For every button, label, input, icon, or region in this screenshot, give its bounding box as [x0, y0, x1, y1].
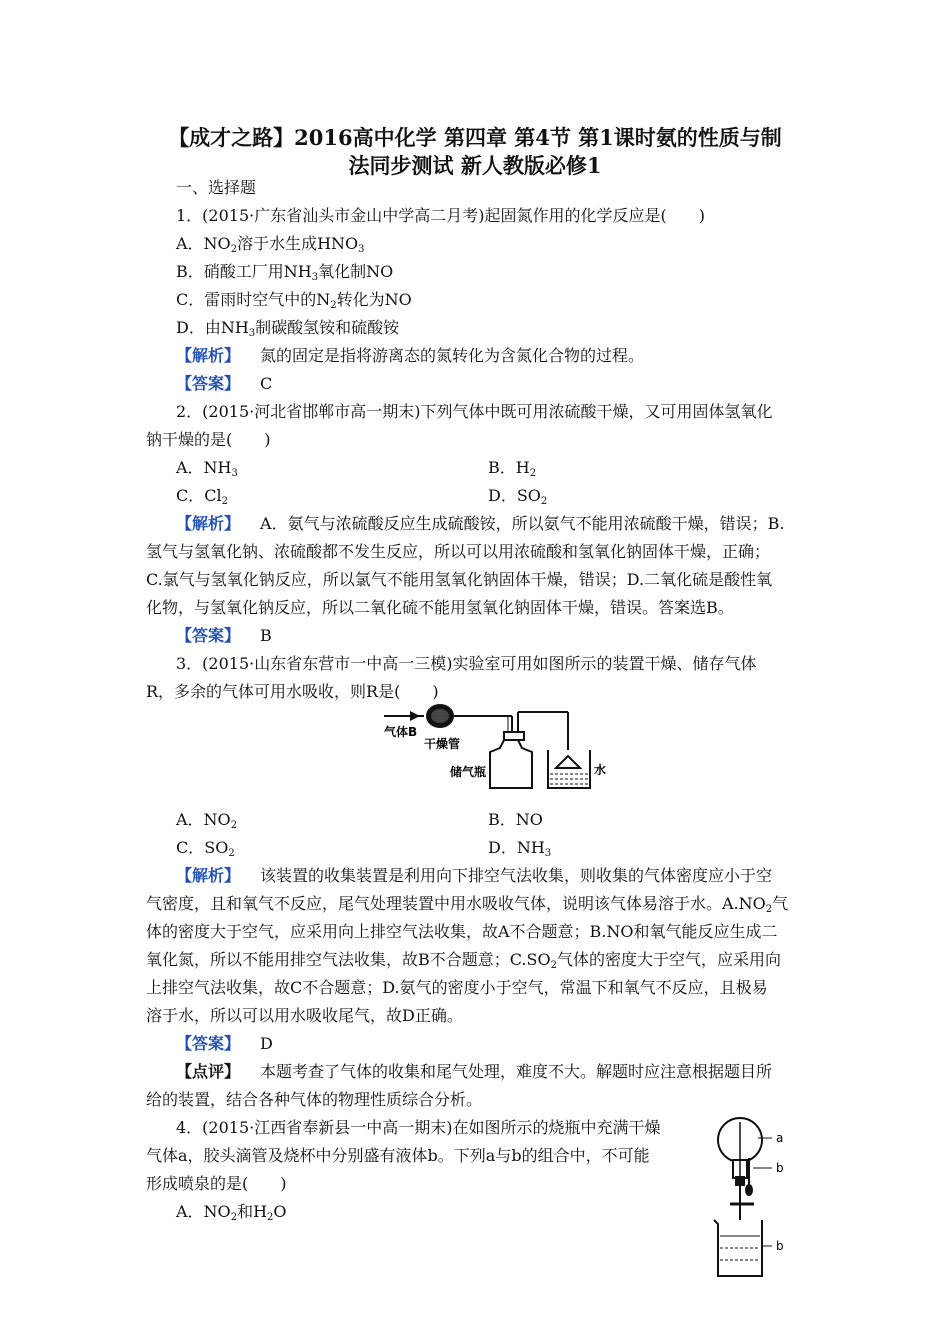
label-gas: 气体B: [384, 725, 418, 739]
q3-stem-1: 3．(2015·山东省东营市一中高一三模)实验室可用如图所示的装置干燥、储存气体: [176, 654, 757, 673]
q4-option-a: A．$NO_2$和$H_2O$: [176, 1202, 287, 1223]
q2-stem-1: 2．(2015·河北省邯郸市高一期末)下列气体中既可用浓硫酸干燥，又可用固体氢氧化: [176, 402, 773, 421]
section-heading: 一、选择题: [176, 178, 257, 197]
q2-analysis-4: 化物，与氢氧化钠反应，所以二氧化硫不能用氢氧化钠固体干燥，错误。答案选B。: [146, 598, 734, 617]
analysis-tag: 【解析】: [176, 514, 241, 533]
fountain-apparatus-figure: [700, 1108, 800, 1280]
arrow-icon: [410, 711, 420, 721]
q3-analysis-2: 气密度，且和氧气不反应，尾气处理装置中用水吸收气体，说明该气体易溶于水。$A.NO_2$气: [146, 894, 789, 915]
q2-option-b: B．$H_2$: [488, 458, 537, 479]
comment-tag: 【点评】: [176, 1062, 241, 1081]
q2-stem-2: 钠干燥的是( ): [146, 430, 271, 449]
q4-stem-1: 4．(2015·江西省奉新县一中高一期末)在如图所示的烧瓶中充满干燥: [176, 1118, 661, 1137]
label-b-dropper: b: [776, 1161, 784, 1175]
label-water: 水: [594, 763, 607, 777]
q2-analysis-2: 氢气与氢氧化钠、浓硫酸都不发生反应，所以可以用浓硫酸和氢氧化钠固体干燥，正确；: [146, 542, 771, 561]
q3-comment-2: 给的装置，结合各种气体的物理性质综合分析。: [146, 1090, 483, 1109]
q2-option-d: D．$SO_2$: [488, 486, 548, 507]
q3-option-d: D．$NH_3$: [488, 838, 552, 859]
q1-option-d: D．由$NH_3$制碳酸氢铵和硫酸铵: [176, 318, 400, 339]
stopper: [735, 1176, 745, 1186]
q2-option-a: A．$NH_3$: [176, 458, 238, 479]
q2-answer: 【答案】 B: [176, 626, 272, 645]
storage-bottle: [490, 740, 532, 788]
label-a: a: [776, 1131, 784, 1145]
page-title-line-1: 【成才之路】2016高中化学 第四章 第4节 第1课时氨的性质与制: [168, 125, 782, 150]
answer-tag: 【答案】: [176, 626, 241, 645]
q3-analysis-4: 氧化氮，所以不能用排空气法收集，故B不合题意；$C.SO_2$气体的密度大于空气，应采用向: [146, 950, 781, 971]
q3-comment-1: 【点评】 本题考查了气体的收集和尾气处理，难度不大。解题时应注意根据题目所: [176, 1062, 773, 1081]
q1-option-b: B．硝酸工厂用$NH_3$氧化制NO: [176, 262, 394, 283]
bottle-stopper: [504, 732, 524, 740]
label-b-beaker: b: [776, 1239, 784, 1253]
gas-drying-apparatus-figure: [380, 700, 620, 792]
q2-option-c: C．$Cl_2$: [176, 486, 228, 507]
page-title-line-2: 法同步测试 新人教版必修1: [348, 153, 602, 178]
label-bottle: 储气瓶: [450, 765, 487, 779]
q1-option-a: A．$NO_2$溶于水生成$HNO_3$: [176, 234, 365, 255]
q3-analysis-5: 上排空气法收集，故C不合题意；D.氨气的密度小于空气，常温下和氧气不反应，且极易: [146, 978, 768, 997]
analysis-tag: 【解析】: [176, 866, 241, 885]
q1-stem: 1．(2015·广东省汕头市金山中学高二月考)起固氮作用的化学反应是( ): [176, 206, 705, 225]
q2-analysis-3: C.氯气与氢氧化钠反应，所以氯气不能用氢氧化钠固体干燥，错误；D.二氧化硫是酸性氧: [146, 570, 773, 589]
answer-tag: 【答案】: [176, 374, 241, 393]
q3-option-a: A．$NO_2$: [176, 810, 238, 831]
q3-option-c: C．$SO_2$: [176, 838, 235, 859]
q3-answer: 【答案】 D: [176, 1034, 273, 1053]
q1-answer: 【答案】 C: [176, 374, 273, 393]
q3-analysis-6: 溶于水，所以可以用水吸收尾气，故D正确。: [146, 1006, 463, 1025]
q3-stem-2: R，多余的气体可用水吸收，则R是( ): [146, 682, 439, 701]
q4-stem-2: 气体a，胶头滴管及烧杯中分别盛有液体b。下列a与b的组合中，不可能: [146, 1146, 650, 1165]
q3-option-b: B．NO: [488, 810, 543, 829]
q1-option-c: C．雷雨时空气中的$N_2$转化为NO: [176, 290, 412, 311]
q1-analysis: 【解析】 氮的固定是指将游离态的氮转化为含氮化合物的过程。: [176, 346, 645, 365]
answer-tag: 【答案】: [176, 1034, 241, 1053]
label-dryer: 干燥管: [424, 737, 461, 751]
q3-analysis-1: 【解析】 该装置的收集装置是利用向下排空气法收集，则收集的气体密度应小于空: [176, 866, 773, 885]
analysis-tag: 【解析】: [176, 346, 241, 365]
q3-analysis-3: 体的密度大于空气，应采用向上排空气法收集，故A不合题意；B.NO和氧气能反应生成二: [146, 922, 778, 941]
q2-analysis-1: 【解析】 A．氨气与浓硫酸反应生成硫酸铵，所以氨气不能用浓硫酸干燥，错误；B.: [176, 514, 785, 533]
q4-stem-3: 形成喷泉的是( ): [146, 1174, 287, 1193]
